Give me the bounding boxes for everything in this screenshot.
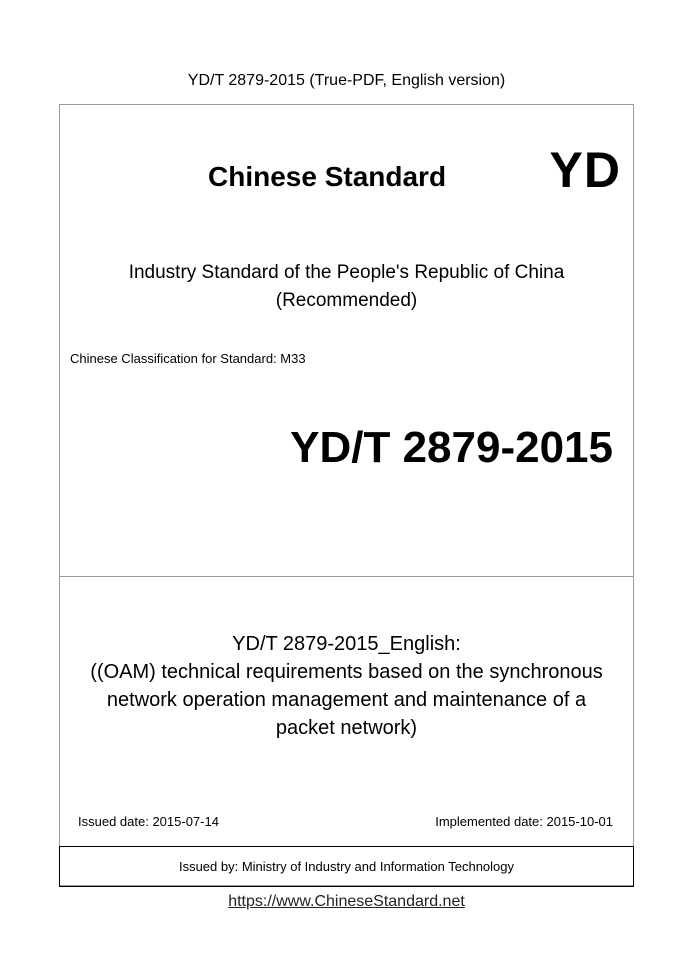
cover-frame (59, 104, 634, 886)
standard-number: YD/T 2879-2015 (290, 423, 613, 472)
implemented-date: Implemented date: 2015-10-01 (435, 814, 613, 829)
issuer-box: Issued by: Ministry of Industry and Information Technology (59, 846, 634, 887)
cover-title: Chinese Standard (208, 161, 447, 192)
cover-middle-section (60, 576, 633, 846)
document-title-line: YD/T 2879-2015_English: (232, 633, 461, 655)
classification-text: Chinese Classification for Standard: M33 (70, 351, 306, 366)
document-title-line: network operation management and maintenance of a (106, 689, 587, 711)
issued-date: Issued date: 2015-07-14 (78, 814, 219, 829)
industry-standard-text (60, 259, 633, 315)
document-title-line: packet network) (275, 717, 418, 739)
website-link[interactable]: https://www.ChineseStandard.net (228, 893, 465, 910)
page-header: YD/T 2879-2015 (True-PDF, English version) (187, 72, 506, 89)
document-title (60, 630, 633, 742)
standard-code: YD (549, 142, 621, 198)
document-title-line: ((OAM) technical requirements based on the synchronous (90, 661, 603, 683)
industry-line-2: (Recommended) (275, 290, 418, 311)
cover-top-section (60, 105, 633, 577)
industry-line-1: Industry Standard of the People's Republic of China (128, 262, 565, 283)
